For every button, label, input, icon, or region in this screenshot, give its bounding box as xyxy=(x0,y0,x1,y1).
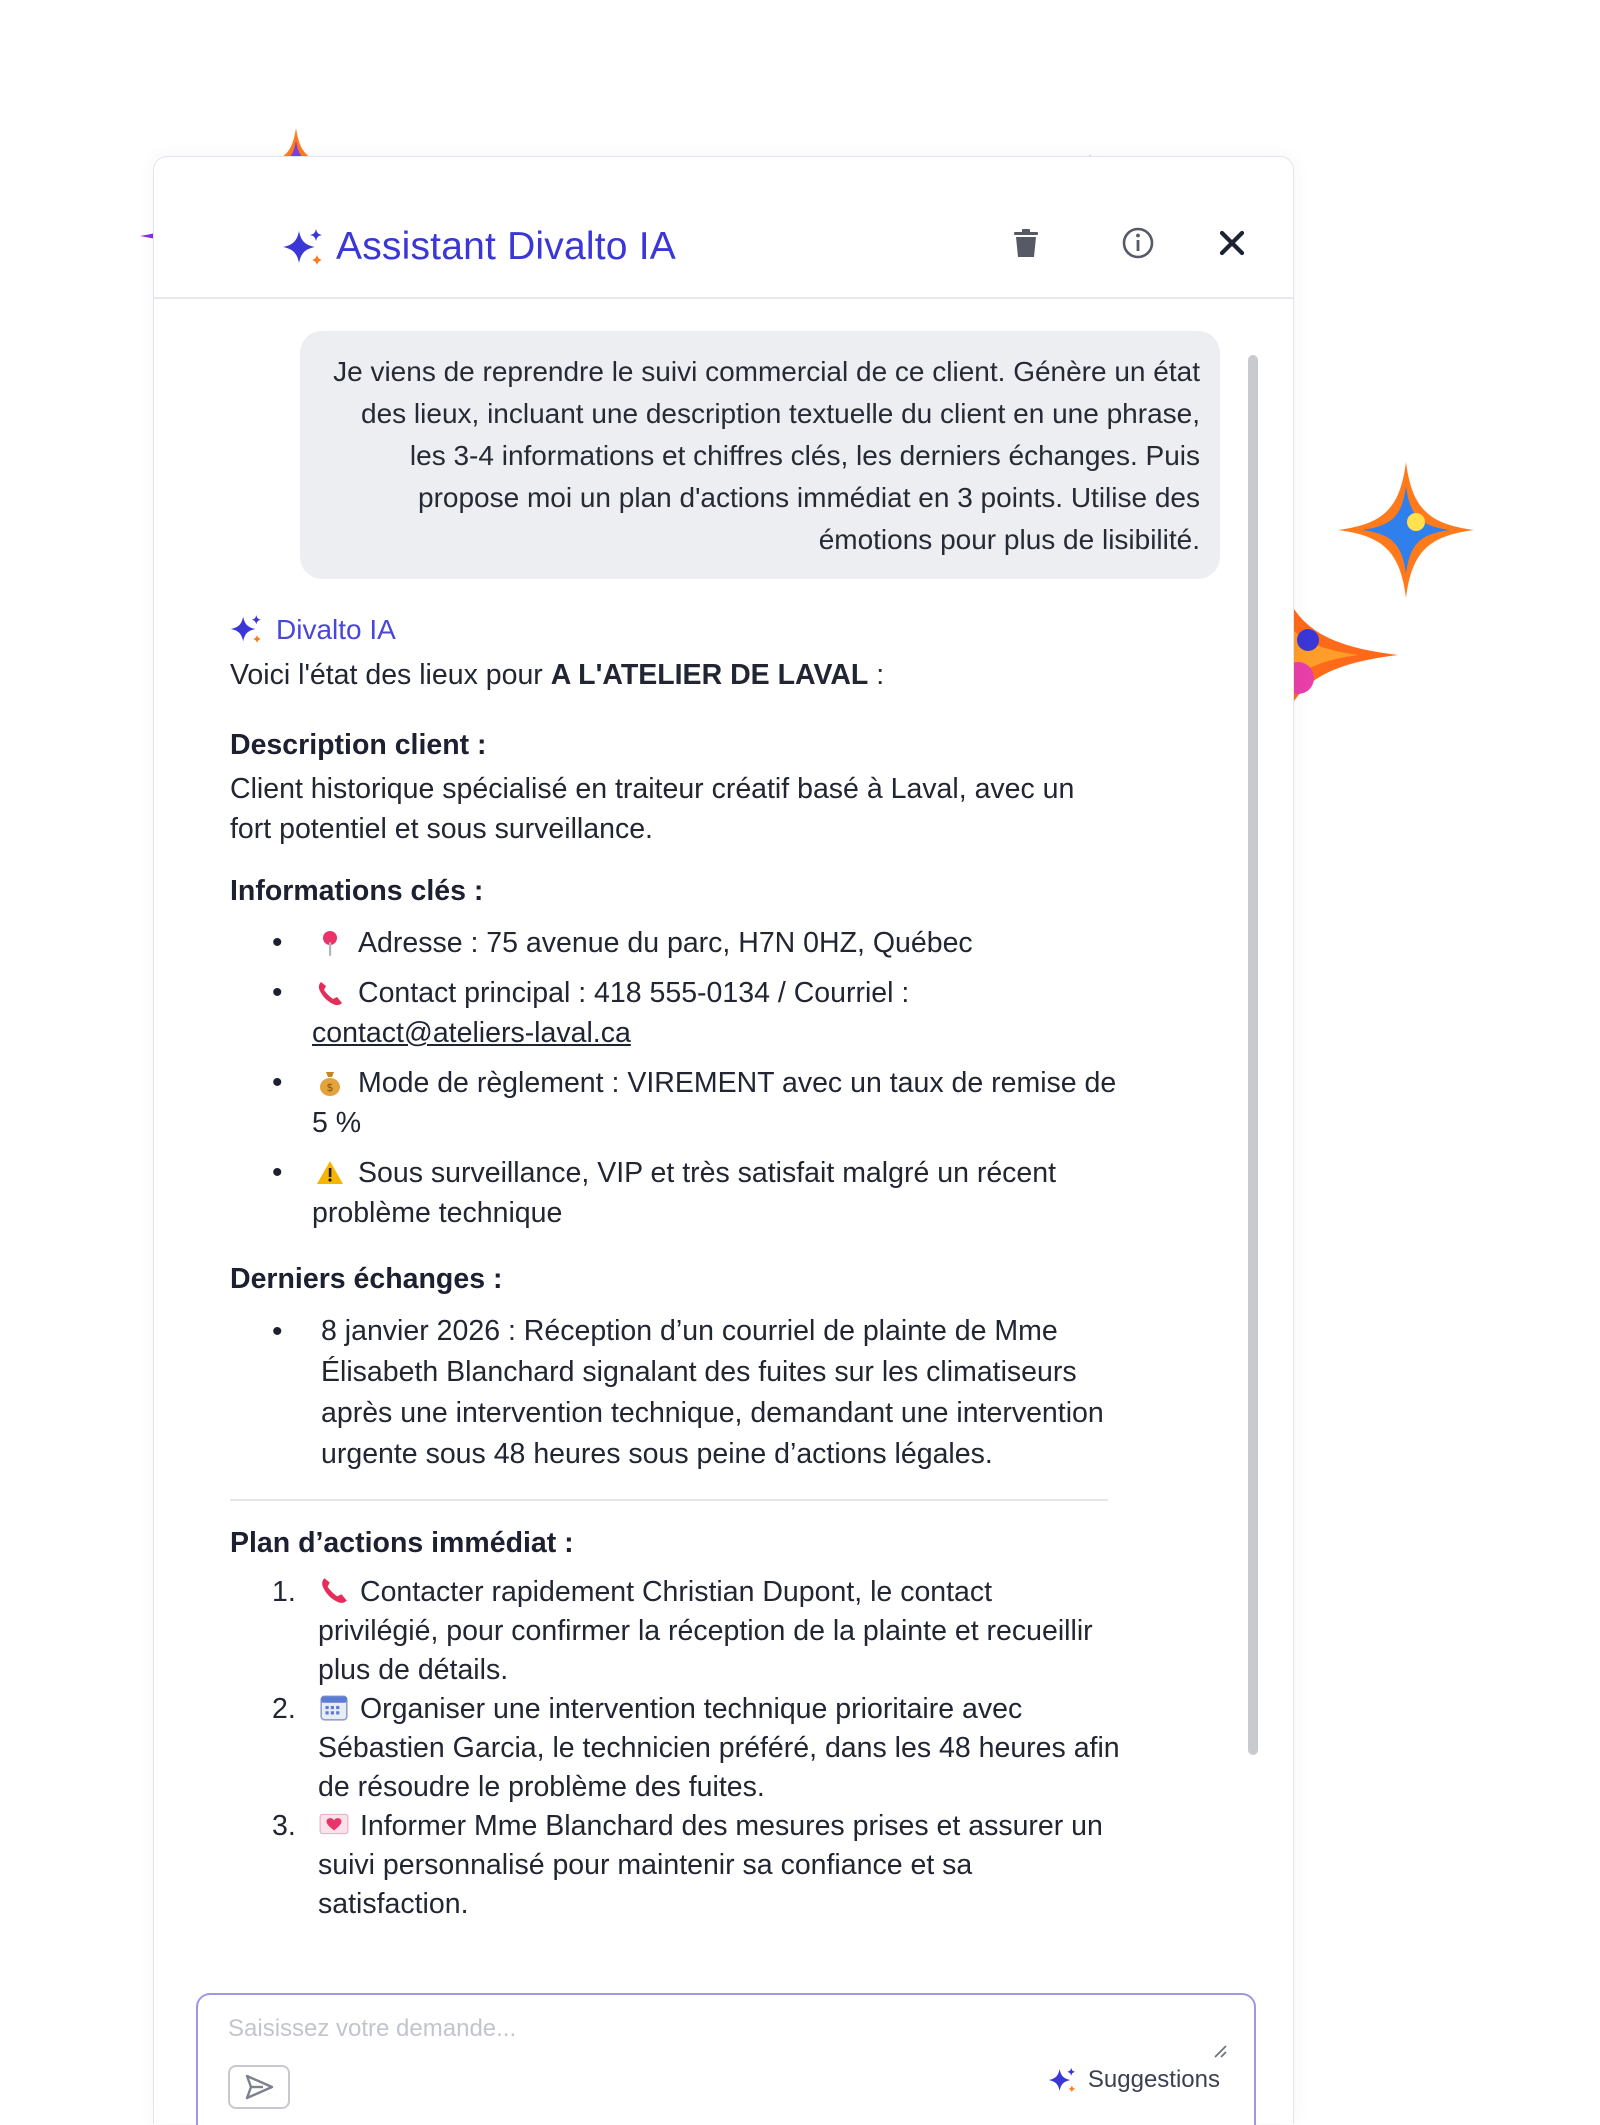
contact-email-link[interactable]: contact@ateliers-laval.ca xyxy=(312,1017,631,1049)
info-contact: Contact principal : 418 555-0134 / Courriel : xyxy=(358,977,910,1009)
exchanges-list xyxy=(230,1311,1120,1475)
description-text: Client historique spécialisé en traiteur créatif basé à Laval, avec un fort potentiel et sous surveillance. xyxy=(230,773,1075,845)
prompt-input-box[interactable] xyxy=(196,1993,1256,2125)
panel-title-group xyxy=(282,225,676,269)
send-icon xyxy=(243,2073,275,2101)
key-info-list xyxy=(230,923,1120,1233)
plan-text: Informer Mme Blanchard des mesures prises et assurer un suivi personnalisé pour maintenir sa confiance et sa satisfaction. xyxy=(318,1810,1103,1920)
user-message-bubble xyxy=(300,331,1220,579)
client-name: A L'ATELIER DE LAVAL xyxy=(550,659,869,691)
list-item xyxy=(312,1153,1120,1233)
list-item xyxy=(272,1573,1120,1690)
warning-icon xyxy=(312,1153,348,1193)
phone-icon xyxy=(312,973,348,1013)
info-payment: Mode de règlement : VIREMENT avec un taux de remise de 5 % xyxy=(312,1067,1117,1139)
user-message-text: Je viens de reprendre le suivi commercial de ce client. Génère un état des lieux, incluant une description textuelle du client en une phrase, les 3-4 informations et chiffres clés, les derniers échanges. Puis propose moi un plan d'actions immédiat en 3 points. Utilise des émotions pour plus de lisibilité. xyxy=(333,356,1200,555)
close-button[interactable] xyxy=(1208,219,1256,267)
assistant-sender xyxy=(230,609,1120,649)
sparkle-icon xyxy=(230,612,264,646)
intro-suffix: : xyxy=(868,659,885,691)
panel-header xyxy=(154,157,1293,299)
calendar-icon xyxy=(318,1691,350,1723)
plan-text: Organiser une intervention technique prioritaire avec Sébastien Garcia, le technicien préféré, dans les 48 heures afin de résoudre le problème des fuites. xyxy=(318,1693,1120,1803)
section-divider xyxy=(230,1499,1108,1501)
send-button[interactable] xyxy=(228,2065,290,2109)
suggestions-button[interactable] xyxy=(1048,2065,1220,2095)
pin-icon xyxy=(312,923,348,963)
plan-text: Contacter rapidement Christian Dupont, le contact privilégié, pour confirmer la réception de la plainte et recueillir plus de détails. xyxy=(318,1576,1093,1686)
list-item xyxy=(312,923,1120,963)
action-plan-list xyxy=(230,1573,1120,1924)
intro-prefix: Voici l'état des lieux pour xyxy=(230,659,551,691)
plan-number: 2. xyxy=(272,1693,296,1725)
list-item xyxy=(312,1063,1120,1143)
info-address: Adresse : 75 avenue du parc, H7N 0HZ, Québec xyxy=(358,927,973,959)
assistant-sender-name: Divalto IA xyxy=(276,613,396,645)
action-plan-heading: Plan d’actions immédiat : xyxy=(230,1527,574,1559)
trash-icon xyxy=(1008,225,1044,261)
key-info-heading: Informations clés : xyxy=(230,875,484,907)
money-bag-icon xyxy=(312,1063,348,1103)
svg-text:$: • $ xyxy=(326,1081,334,1094)
assistant-panel xyxy=(153,156,1294,2124)
panel-title: Assistant Divalto IA xyxy=(336,225,676,268)
plan-number: 1. xyxy=(272,1576,296,1608)
chat-scrollbar[interactable] xyxy=(1248,355,1258,1755)
resize-handle-icon[interactable] xyxy=(1212,2043,1228,2059)
sparkle-icon xyxy=(282,225,326,269)
clear-conversation-button[interactable] xyxy=(1002,219,1050,267)
close-icon xyxy=(1214,225,1250,261)
response-intro xyxy=(230,655,1120,703)
suggestions-label: Suggestions xyxy=(1087,2066,1220,2093)
description-heading: Description client : xyxy=(230,729,487,761)
list-item xyxy=(312,973,1120,1053)
list-item xyxy=(272,1807,1120,1924)
exchanges-heading: Derniers échanges : xyxy=(230,1263,503,1295)
assistant-response xyxy=(230,609,1120,1924)
info-button[interactable] xyxy=(1114,219,1162,267)
heart-icon xyxy=(318,1808,350,1840)
list-item xyxy=(272,1690,1120,1807)
info-status: Sous surveillance, VIP et très satisfait malgré un récent problème technique xyxy=(312,1157,1057,1229)
info-icon xyxy=(1120,225,1156,261)
sparkle-icon xyxy=(1048,2065,1078,2095)
phone-icon xyxy=(318,1574,350,1606)
list-item: • 8 janvier 2026 : Réception d’un courriel de plainte de Mme Élisabeth Blanchard signalant des fuites sur les climatiseurs après une intervention technique, demandant une intervention urgente sous 48 heures sous peine d’actions légales. xyxy=(321,1311,1120,1475)
prompt-input[interactable]: Saisissez votre demande... xyxy=(228,2015,517,2042)
plan-number: 3. xyxy=(272,1810,296,1842)
